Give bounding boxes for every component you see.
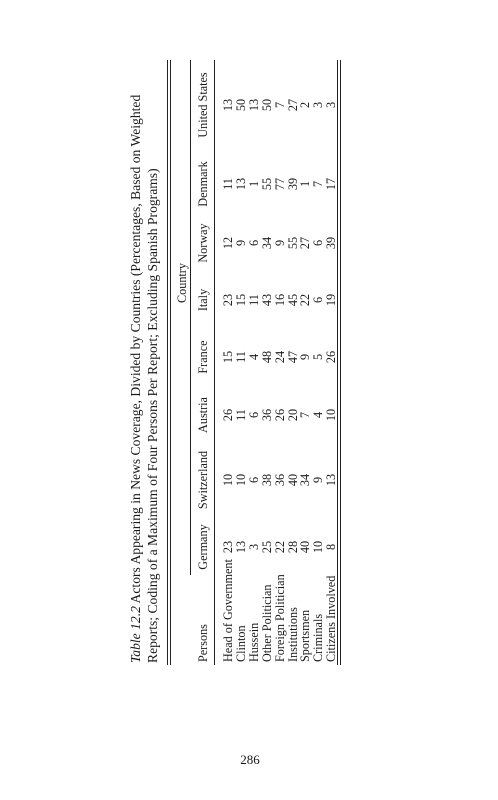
column-group-header: Country	[175, 263, 189, 303]
column-header: Norway	[196, 223, 210, 263]
row-label: Institutions	[285, 607, 300, 662]
bottom-rule-2	[340, 60, 341, 665]
table-cell: 77	[272, 177, 287, 191]
table-cell: 23	[221, 540, 235, 554]
table-cell: 28	[285, 540, 300, 554]
table-cell: 13	[233, 177, 248, 191]
table-cell: 11	[246, 294, 261, 306]
column-header: United States	[196, 72, 210, 138]
table-cell: 13	[221, 98, 235, 112]
table-cell: 34	[259, 236, 274, 250]
table-cell: 3	[311, 101, 326, 109]
table-cell: 16	[272, 293, 287, 307]
column-header: Switzerland	[196, 450, 210, 510]
table-cell: 24	[272, 350, 287, 364]
row-label: Clinton	[233, 625, 248, 662]
table-cell: 6	[246, 411, 261, 419]
table-cell: 27	[285, 98, 300, 112]
table-cell: 11	[233, 409, 248, 421]
table-cell: 26	[221, 408, 235, 422]
table-cell: 6	[246, 476, 261, 484]
table-cell: 6	[311, 239, 326, 247]
row-label: Sportsmen	[298, 609, 313, 662]
caption-text: Actors Appearing in News Coverage, Divided by Countries (Percentages, Based on Weighted Reports; Coding of a Maximum of Four Persons Per Report; Excluding Spanish Programs)	[128, 94, 160, 663]
table-cell: 3	[246, 543, 261, 551]
row-header: Persons	[196, 624, 210, 662]
table-cell: 9	[233, 239, 248, 247]
table-cell: 47	[285, 350, 300, 364]
column-header: Italy	[196, 288, 210, 312]
column-header: Denmark	[196, 161, 210, 207]
table-cell: 17	[324, 177, 339, 191]
table-cell: 6	[246, 239, 261, 247]
table-cell: 10	[324, 408, 339, 422]
table-cell: 45	[285, 293, 300, 307]
table-cell: 4	[246, 353, 261, 361]
table-cell: 13	[246, 98, 261, 112]
table-cell: 8	[324, 543, 339, 551]
group-rule	[190, 60, 191, 575]
table-cell: 2	[298, 101, 313, 109]
table-cell: 20	[285, 408, 300, 422]
row-label: Citizens Involved	[324, 575, 339, 662]
table-cell: 7	[311, 180, 326, 188]
table-cell: 12	[221, 236, 235, 250]
table-cell: 48	[259, 350, 274, 364]
table-cell: 13	[324, 473, 339, 487]
table-cell: 36	[259, 408, 274, 422]
table-cell: 7	[272, 101, 287, 109]
table-cell: 40	[298, 540, 313, 554]
table-cell: 22	[298, 293, 313, 307]
table-cell: 1	[298, 180, 313, 188]
caption-label: Table 12.2	[128, 606, 143, 663]
table-cell: 22	[272, 540, 287, 554]
row-label: Head of Government	[221, 559, 235, 662]
row-label: Foreign Politician	[272, 574, 287, 662]
column-header: France	[196, 340, 210, 374]
table-cell: 50	[233, 98, 248, 112]
table-cell: 15	[221, 350, 235, 364]
page-number: 286	[240, 752, 260, 767]
table-cell: 10	[311, 540, 326, 554]
table-cell: 9	[272, 239, 287, 247]
table-cell: 43	[259, 293, 274, 307]
table-cell: 38	[259, 473, 274, 487]
table-cell: 4	[311, 411, 326, 419]
table-cell: 6	[311, 296, 326, 304]
table-cell: 55	[285, 236, 300, 250]
table-cell: 40	[285, 473, 300, 487]
header-rule	[214, 60, 215, 665]
row-label: Criminals	[311, 613, 326, 662]
table-cell: 7	[298, 411, 313, 419]
column-header: Germany	[196, 524, 210, 570]
top-rule-2	[170, 60, 171, 665]
table-cell: 55	[259, 177, 274, 191]
column-header: Austria	[196, 397, 210, 433]
table-cell: 15	[233, 293, 248, 307]
table-cell: 36	[272, 473, 287, 487]
table-cell: 34	[298, 473, 313, 487]
table-cell: 3	[324, 101, 339, 109]
table-cell: 39	[324, 236, 339, 250]
table-cell: 26	[324, 350, 339, 364]
table-cell: 9	[311, 476, 326, 484]
table-cell: 26	[272, 408, 287, 422]
table-cell: 11	[221, 178, 235, 190]
rotated-table-page	[125, 55, 481, 665]
table-cell: 13	[233, 540, 248, 554]
table-cell: 10	[233, 473, 248, 487]
top-rule-1	[167, 60, 168, 665]
table-cell: 25	[259, 540, 274, 554]
table-cell: 1	[246, 180, 261, 188]
table-cell: 11	[233, 351, 248, 363]
table-cell: 9	[298, 353, 313, 361]
table-cell: 5	[311, 353, 326, 361]
row-label: Other Politician	[259, 584, 274, 662]
table-cell: 10	[221, 473, 235, 487]
row-label: Hussein	[246, 622, 261, 662]
table-caption	[127, 63, 161, 663]
table-cell: 27	[298, 236, 313, 250]
table-cell: 50	[259, 98, 274, 112]
bottom-rule-1	[337, 60, 338, 665]
table-cell: 19	[324, 293, 339, 307]
table-cell: 39	[285, 177, 300, 191]
table-cell: 23	[221, 293, 235, 307]
